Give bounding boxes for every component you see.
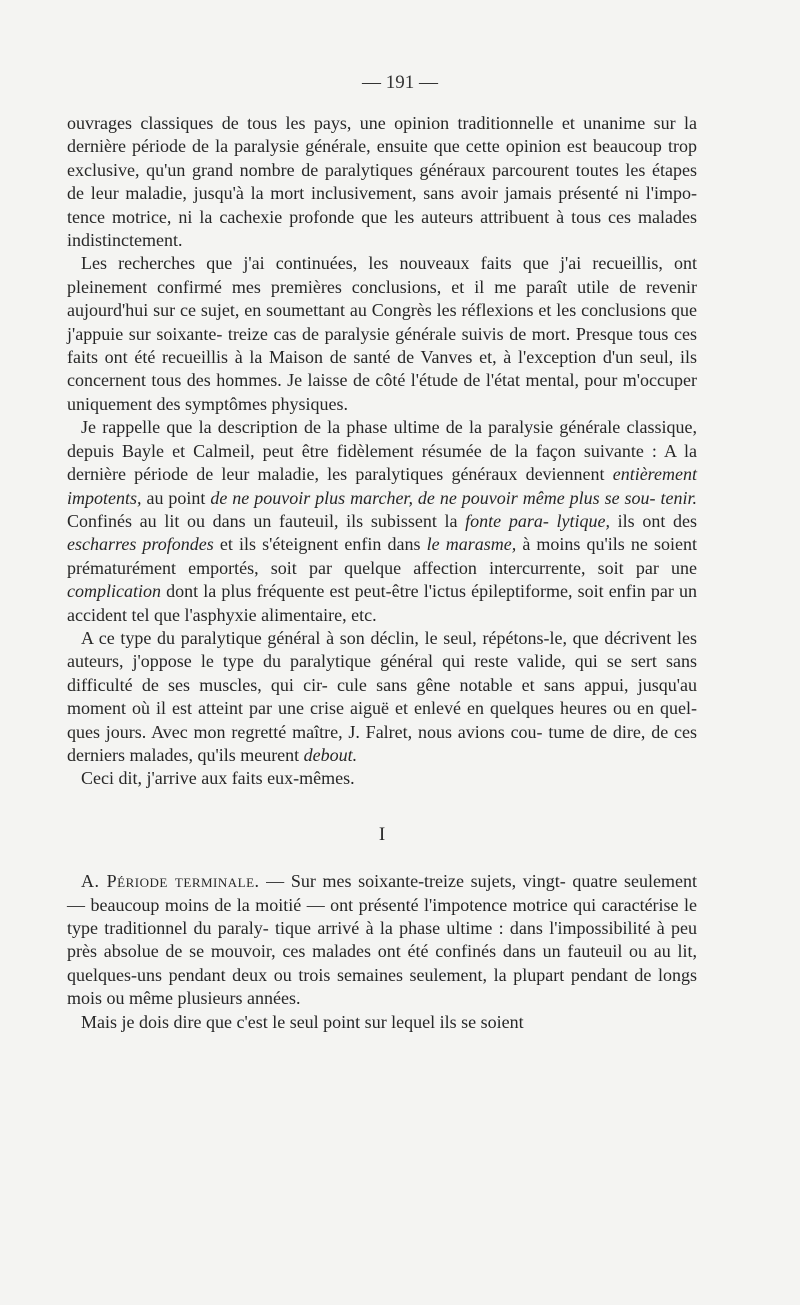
text-run: A ce type du paralytique général à son déclin, le seul, répétons-le, que décrivent les auteurs, j'oppose le type du paralytique général qui reste valide, qui se sert sans difficulté de ses muscles, qui cir- cule sans gêne notable et sans appui, jusqu'au moment où il est atteint par une crise aiguë et enlevé en quelques heures ou en quel- ques jours. Avec mon regretté maître, J. Falret, nous avions cou- tume de dire, de ces derniers malades, qu'ils meurent: [67, 627, 697, 765]
paragraph-7: Mais je dois dire que c'est le seul point sur lequel ils se soient: [81, 1011, 524, 1032]
italic-run: le marasme,: [426, 534, 517, 555]
italic-run: debout.: [303, 744, 358, 765]
page-number: — 191 —: [362, 72, 438, 93]
text-run: ils ont des: [609, 510, 697, 531]
paragraph-3: [67, 416, 697, 627]
text-run: à moins qu'ils ne soient prématurément emportés, soit par quelque affection intercurrente, soit par une: [67, 534, 697, 578]
paragraph-2: Les recherches que j'ai continuées, les nouveaux faits que j'ai recueillis, ont pleinement confirmé mes premières conclusions, et il me paraît utile de revenir aujourd'hui sur ce sujet, en soumettant au Congrès les réflexions et les conclusions que j'appuie sur soixante- treize cas de paralysie générale suivis de mort. Presque tous ces faits ont été recueillis à la Maison de santé de Vanves et, à l'exception d'un seul, ils concernent tous des hommes. Je laisse de côté l'étude de l'état mental, pour m'occuper uniquement des symptômes physiques.: [67, 253, 697, 414]
section-number: I: [378, 823, 386, 845]
text-run: — Sur mes soixante-treize sujets, vingt- quatre seulement — beaucoup moins de la moitié — ont présenté l'impotence motrice qui caractérise le type traditionnel du paraly- tique arrivé à la phase ultime : dans l'impossibilité à peu près absolue de se mouvoir, ces malades ont été confinés dans un fauteuil ou au lit, quelques-uns pendant deux ou trois semaines seulement, la plupart pendant de longs mois ou même plusieurs années.: [67, 871, 697, 1009]
italic-run: entièrement impotents,: [67, 464, 697, 508]
text-run: Je rappelle que la description de la phase ultime de la paralysie générale classique, depuis Bayle et Calmeil, peut être fidèlement résumée de la façon suivante : A la dernière période de leur maladie, les paralytiques généraux deviennent: [67, 417, 697, 485]
italic-run: complication: [67, 581, 161, 602]
body-text: [67, 112, 697, 1034]
italic-run: escharres profondes: [67, 534, 214, 555]
paragraph-5: Ceci dit, j'arrive aux faits eux-mêmes.: [81, 768, 355, 789]
section-label: A. Période terminale.: [81, 871, 260, 892]
paragraph-1: ouvrages classiques de tous les pays, une opinion traditionnelle et unanime sur la dernière période de la paralysie générale, ensuite que cette opinion est beaucoup trop exclusive, qu'un grand nombre de paralytiques généraux parcourent toutes les étapes de leur maladie, jusqu'à la mort inclusivement, sans avoir jamais présenté ni l'impo- tence motrice, ni la cachexie profonde que les auteurs attribuent à tous ces malades indistinctement.: [67, 113, 697, 251]
paragraph-4: [67, 627, 697, 767]
text-run: et ils s'éteignent enfin dans: [213, 534, 427, 555]
italic-run: fonte para- lytique,: [465, 510, 610, 531]
text-run: dont la plus fréquente est peut-être l'ictus épileptiforme, soit enfin par un accident tel que l'asphyxie alimentaire, etc.: [67, 581, 697, 625]
text-run: au point: [141, 487, 211, 508]
paragraph-6: [67, 870, 697, 1010]
text-run: Confinés au lit ou dans un fauteuil, ils subissent la: [67, 510, 466, 531]
italic-run: de ne pouvoir plus marcher, de ne pouvoir même plus se sou- tenir.: [210, 487, 697, 508]
